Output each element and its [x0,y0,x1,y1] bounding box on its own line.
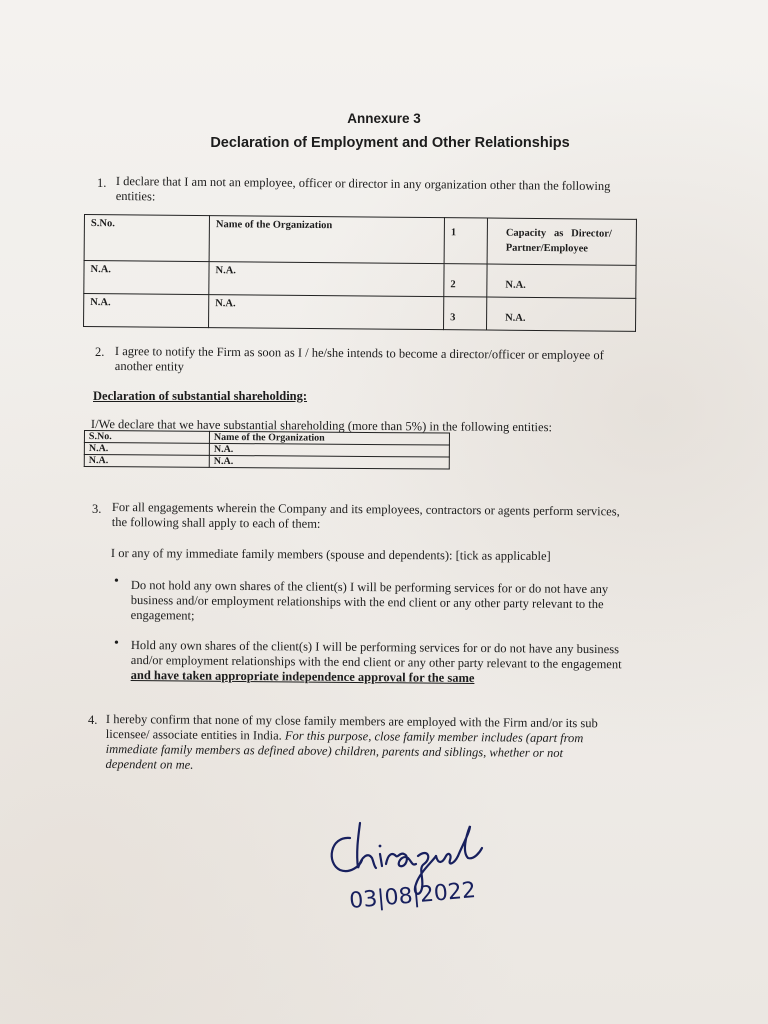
section1-number: 1. [97,176,107,190]
section3-text [112,500,682,535]
sh-header-sno: S.No. [84,431,209,444]
table-header-row [84,215,636,266]
section3-number: 3. [92,502,102,516]
section4-line2-plain: licensee/ associate entities in India. [105,726,285,743]
section2-line2: another entity [114,358,184,374]
sh-row2-org: N.A. [209,455,449,469]
sh-header-organization: Name of the Organization [209,431,449,445]
document-title: Declaration of Employment and Other Relationships [210,135,570,151]
sh-row1-sno: N.A. [84,443,209,456]
header-capacity [487,218,636,265]
section4-line2-italic: For this purpose, close family member includes (apart from [284,728,584,746]
bullet1-line1: Do not hold any own shares of the client(s) I will be performing services for or do not have any [130,578,609,597]
row1-capacity: N.A. [487,264,636,298]
bullet2-line3: and have taken appropriate independence approval for the same [130,667,475,685]
row2-org: N.A. [209,295,444,330]
row2-capacity: N.A. [487,297,636,331]
section2-line1: I agree to notify the Firm as soon as I / he/she intends to become a director/officer or employee of [114,344,604,363]
sh-row1-org: N.A. [209,443,449,457]
row1-sno: N.A. [84,261,209,295]
bullet1-line2: business and/or employment relationships with the end client or any other party relevant to the [130,592,604,612]
row2-num: 3 [444,297,487,330]
section2-text [115,344,675,379]
bullet-icon: • [114,636,119,651]
table-row [84,455,449,470]
employment-table [83,214,637,332]
header-sno: S.No. [84,215,209,262]
section1-line2: entities: [115,188,156,204]
signature-date: 03|08|2022 [348,878,477,914]
bullet1-line3: engagement; [130,607,195,623]
row1-org: N.A. [209,262,444,297]
section1-text [116,174,676,210]
row2-sno: N.A. [84,294,209,328]
header-organization: Name of the Organization [209,216,444,264]
section4-number: 4. [88,713,98,727]
section3-line1: For all engagements wherein the Company and its employees, contractors or agents perform services, [111,500,620,519]
header-number: 1 [444,218,487,264]
section3-line2: the following shall apply to each of them: [111,514,321,531]
section2-number: 2. [95,345,105,359]
shareholding-text: I/We declare that we have substantial shareholding (more than 5%) in the following entities: [90,417,553,435]
table-row [84,261,636,299]
bullet2-text [131,638,686,688]
header-capacity-line1: Capacity as Director/ [505,227,612,240]
header-capacity-line2: Partner/Employee [505,242,588,255]
bullet-icon: • [114,574,119,589]
section3-sub: I or any of my immediate family members (spouse and dependents): [tick as applicable] [110,546,551,564]
section4-line3: immediate family members as defined above) children, parents and siblings, whether or not [105,741,564,760]
section4-text [105,712,686,777]
table-row [84,294,636,332]
section1-line1: I declare that I am not an employee, officer or director in any organization other than the following [115,174,611,194]
shareholding-heading: Declaration of substantial shareholding: [93,389,308,403]
shareholding-table [84,430,450,470]
annexure-label: Annexure 3 [347,111,421,126]
bullet1-text [131,578,686,628]
row1-num: 2 [444,264,487,297]
sh-row2-sno: N.A. [84,455,209,468]
bullet2-line1: Hold any own shares of the client(s) I will be performing services for or do not have any business [130,638,620,657]
handwritten-signature [320,808,500,928]
bullet2-line2: and/or employment relationships with the end client or any other party relevant to the engagement [130,652,622,672]
section4-line4: dependent on me. [105,756,194,772]
section4-line1: I hereby confirm that none of my close family members are employed with the Firm and/or its sub [105,712,598,731]
